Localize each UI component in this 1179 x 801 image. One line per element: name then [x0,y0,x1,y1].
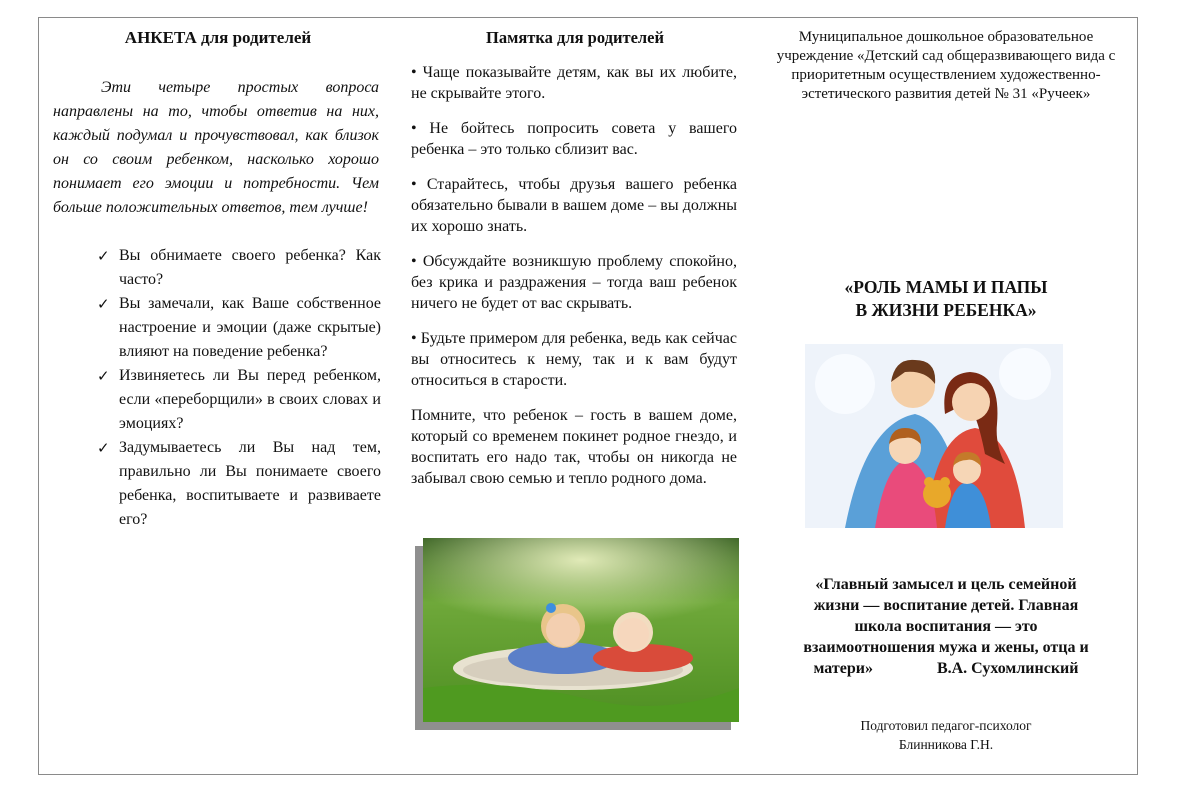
list-item [97,364,381,436]
children-on-grass-photo [423,538,739,722]
list-item [97,244,381,292]
quote [801,574,1091,679]
question-list [97,244,381,532]
family-illustration [805,344,1063,528]
list-item [97,436,381,532]
prepared-role: Подготовил педагог-психолог [860,718,1032,733]
tip-item: • Обсуждайте возникшую проблему спокойно, без крика и раздражения – тогда ваш ребенок ничего не будет от вас скрывать. [411,253,737,312]
tip-item: • Старайтесь, чтобы друзья вашего ребенка обязательно бывали в вашем доме – вы должны их хорошо знать. [411,176,737,235]
prepared-by [761,716,1131,754]
question-text: Извиняетесь ли Вы перед ребенком, если «переборщили» в своих словах и эмоциях? [119,367,381,432]
quote-text: «Главный замысел и цель семейной жизни — воспитание детей. Главная школа воспитания — это взаимоотношения мужа и жены, отца и матери» [803,576,1089,677]
check-icon: ✓ [97,295,110,313]
list-item [97,292,381,364]
check-icon: ✓ [97,439,110,457]
check-icon: ✓ [97,367,110,385]
tip-item: • Чаще показывайте детям, как вы их любите, не скрывайте этого. [411,64,737,102]
check-icon: ✓ [97,247,110,265]
memo-title: Памятка для родителей [486,28,664,47]
tip-item: • Будьте примером для ребенка, ведь как сейчас вы относитесь к нему, так и к вам будут относиться в старости. [411,330,737,389]
quote-author: В.А. Сухомлинский [936,660,1079,677]
title-line-2: В ЖИЗНИ РЕБЕНКА» [855,300,1037,320]
question-text: Вы обнимаете своего ребенка? Как часто? [119,247,381,288]
prepared-name: Блинникова Г.Н. [898,737,994,752]
closing-text: Помните, что ребенок – гость в вашем доме, который со временем покинет родное гнездо, и воспитать его надо так, чтобы он никогда не забывал свою семью и тепло родного дома. [411,407,737,487]
organization-name: Муниципальное дошкольное образовательное учреждение «Детский сад общеразвивающего вида с приоритетным осуществлением художественно-эстетического развития детей № 31 «Ручеек» [776,29,1116,102]
questionnaire-title: АНКЕТА для родителей [124,28,312,47]
brochure-title [761,276,1131,322]
questionnaire-intro: Эти четыре простых вопроса направлены на то, чтобы ответив на них, каждый подумал и прочувствовал, как близок он со своим ребенком, насколько хорошо понимает его эмоции и потребности. Чем больше положительных ответов, тем лучше! [53,79,379,216]
brochure-page [38,17,1138,775]
tip-item: • Не бойтесь попросить совета у вашего ребенка – это только сблизит вас. [411,120,737,158]
question-text: Вы замечали, как Ваше собственное настроение и эмоции (даже скрытые) влияют на поведение ребенка? [119,295,381,360]
question-text: Задумываетесь ли Вы над тем, правильно ли Вы понимаете своего ребенка, воспитываете и развиваете его? [119,439,381,528]
tips-list [411,62,737,503]
title-line-1: «РОЛЬ МАМЫ И ПАПЫ [844,277,1048,297]
